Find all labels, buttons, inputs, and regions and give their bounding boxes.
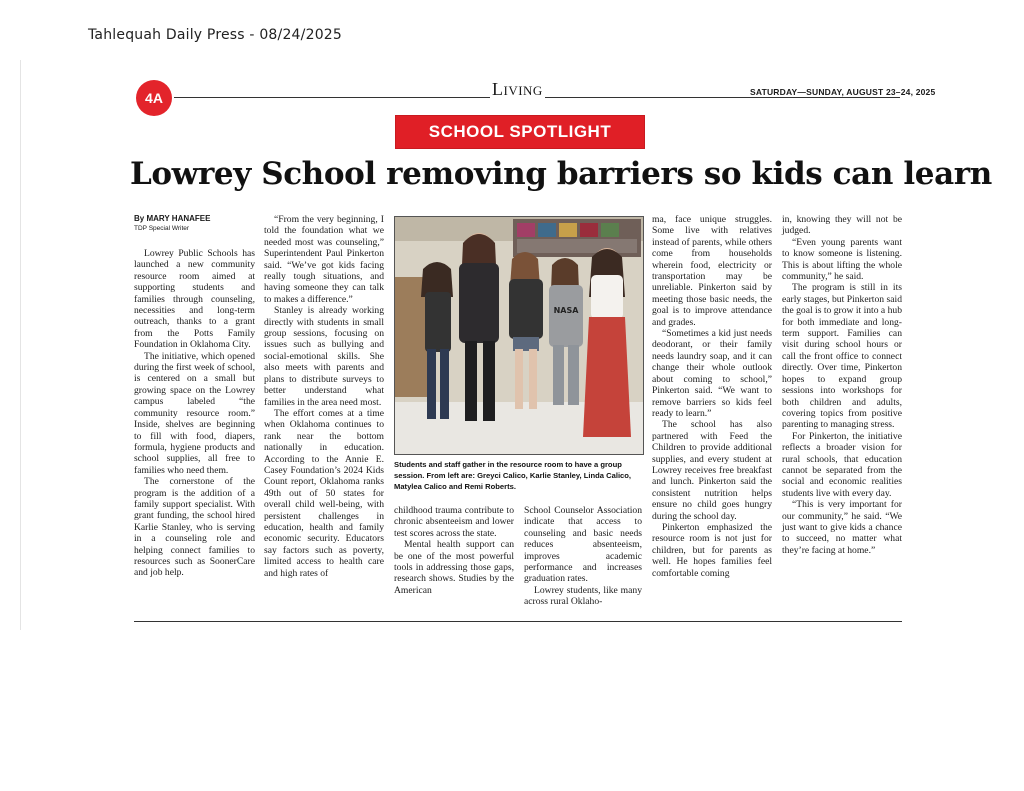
article-column-6: [782, 214, 902, 556]
shirt-text: NASA: [553, 306, 579, 315]
paragraph: School Counselor Association indicate that access to counseling and basic needs reduces absenteeism, improves academic performance and increases graduation rates.: [524, 505, 642, 585]
article-column-1: [134, 248, 255, 579]
paragraph: For Pinkerton, the initiative reflects a broader vision for rural schools, that education cannot be separated from the social and economic realities students live with every day.: [782, 430, 902, 499]
paragraph: ma, face unique struggles. Some live with relatives instead of parents, while others come from households wherein food, electricity or transportation may be unreliable. Pinkerton said by meeting those basic needs, the goal is to improve attendance and grades.: [652, 214, 772, 328]
paragraph: The cornerstone of the program is the addition of a family support specialist. With grant funding, the school hired Karlie Stanley, who is serving in a counseling role and helping connect families to resources such as SoonerCare and job help.: [134, 476, 255, 579]
article-column-3: [394, 505, 514, 596]
article-column-2: [264, 214, 384, 579]
page-edge: [20, 60, 21, 630]
paragraph: Lowrey Public Schools has launched a new community resource room aimed at supporting students and families through counseling, necessities and long-term outreach, thanks to a grant from the Potts Family Foundation in Oklahoma City.: [134, 248, 255, 351]
paragraph: Mental health support can be one of the most powerful tools in addressing those gaps, research shows. Studies by the American: [394, 539, 514, 596]
group-photo: [394, 216, 644, 455]
paragraph: The school has also partnered with Feed the Children to provide additional supplies, and every student at Lowrey receives free breakfast and lunch. Pinkerton said the consistent nutrition helps ensure no child goes hungry during the school day.: [652, 419, 772, 522]
paragraph: The initiative, which opened during the first week of school, is centered on a small but growing space on the Lowrey campus labeled “the community resource room.” Inside, shelves are beginning to fill with food, diapers, formula, hygiene products and school supplies, all free to families who need them.: [134, 350, 255, 476]
paragraph: Pinkerton emphasized the resource room is not just for children, but for parents as well. He hopes families feel comfortable coming: [652, 521, 772, 579]
headline: Lowrey School removing barriers so kids can learn: [130, 156, 992, 192]
paragraph: The effort comes at a time when Oklahoma continues to rank near the bottom nationally in education. According to the Annie E. Casey Foundation’s 2024 Kids Count report, Oklahoma ranks 49th out of 50 states for overall child well-being, with persistent challenges in education, health and family economic security. Educators say factors such as poverty, limited access to health care and high rates of: [264, 407, 384, 579]
byline-role: TDP Special Writer: [134, 225, 190, 232]
paragraph: The program is still in its early stages, but Pinkerton said the goal is to grow it into a hub for both immediate and long-term support. Families can visit during school hours or call the front office to connect directly. Over time, Pinkerton hopes to expand group sessions into workshops for both children and adults, covering topics from positive parenting to managing stress.: [782, 282, 902, 431]
school-spotlight-banner: SCHOOL SPOTLIGHT: [396, 116, 644, 148]
dateline: SATURDAY—SUNDAY, AUGUST 23–24, 2025: [750, 87, 936, 97]
paragraph: Lowrey students, like many across rural Oklaho-: [524, 584, 642, 608]
red-skirt: [583, 317, 631, 437]
section-title: Living: [492, 79, 543, 99]
photo-caption: Students and staff gather in the resource room to have a group session. From left are: Greyci Calico, Karlie Stanley, Linda Calico, Matylea Calico and Remi Roberts.: [394, 460, 632, 491]
footer-rule: [134, 621, 902, 622]
source-label: Tahlequah Daily Press - 08/24/2025: [88, 27, 343, 43]
paragraph: in, knowing they will not be judged.: [782, 214, 902, 237]
article-column-4: [524, 505, 642, 608]
paragraph: Stanley is already working directly with students in small group sessions, focusing on issues such as bullying and social-emotional skills. She also meets with parents and plans to distribute surveys to better understand what families in the area need most.: [264, 305, 384, 408]
article-column-5: [652, 214, 772, 579]
paragraph: childhood trauma contribute to chronic absenteeism and lower test scores across the state.: [394, 505, 514, 539]
byline: By MARY HANAFEE: [134, 214, 211, 223]
page-number-badge: 4A: [136, 80, 172, 116]
paragraph: “From the very beginning, I told the foundation what we needed most was counseling,” Superintendent Paul Pinkerton said. “We’ve got kids facing really tough situations, and having someone they can talk to makes a difference.”: [264, 214, 384, 305]
paragraph: “Sometimes a kid just needs deodorant, or their family needs laundry soap, and it can change their whole outlook about coming to school,” Pinkerton said. “We want to remove barriers so kids feel ready to learn.”: [652, 328, 772, 419]
paragraph: “This is very important for our community,” he said. “We just want to give kids a chance to succeed, no matter what they’re facing at home.”: [782, 499, 902, 556]
paragraph: “Even young parents want to know someone is listening. This is about lifting the whole community,” he said.: [782, 236, 902, 283]
